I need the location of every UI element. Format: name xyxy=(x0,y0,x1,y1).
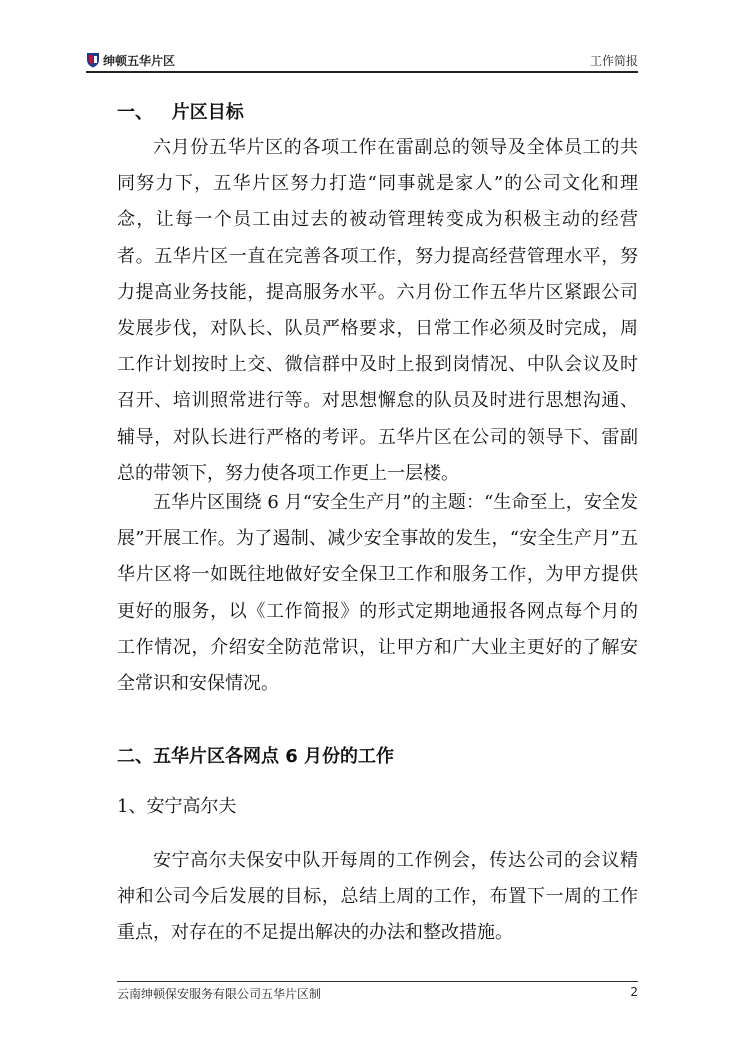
section-heading-2: 二、五华片区各网点 6 月份的工作 xyxy=(117,746,395,767)
section-heading-1: 一、 片区目标 xyxy=(117,102,244,123)
header-brand: 绅顿五华片区 xyxy=(103,54,176,68)
paragraph-3: 安宁高尔夫保安中队开每周的工作例会，传达公司的会议精神和公司今后发展的目标，总结上周的工作，布置下一周的工作重点，对存在的不足提出解决的办法和整改措施。 xyxy=(117,850,638,944)
footer-company: 云南绅顿保安服务有限公司五华片区制 xyxy=(117,987,322,1001)
paragraph-2: 五华片区围绕 6 月“安全生产月”的主题：“生命至上，安全发展”开展工作。为了遏制、减少安全事故的发生，“安全生产月”五华片区将一如既往地做好安全保卫工作和服务工作，为甲方提供更好的服务，以《工作简报》的形式定期地通报各网点每个月的工作情况，介绍安全防范常识，让甲方和广大业主更好的了解安全常识和安保情况。 xyxy=(117,492,638,695)
page-header xyxy=(86,50,638,72)
page-number: 2 xyxy=(630,985,638,999)
footer-divider xyxy=(117,981,638,982)
paragraph-1: 六月份五华片区的各项工作在雷副总的领导及全体员工的共同努力下，五华片区努力打造“同事就是家人”的公司文化和理念，让每一个员工由过去的被动管理转变成为积极主动的经营者。五华片区一直在完善各项工作，努力提高经营管理水平，努力提高业务技能，提高服务水平。六月份工作五华片区紧跟公司发展步伐，对队长、队员严格要求，日常工作必须及时完成，周工作计划按时上交、微信群中及时上报到岗情况、中队会议及时召开、培训照常进行等。对思想懈怠的队员及时进行思想沟通、辅导，对队长进行严格的考评。五华片区在公司的领导下、雷副总的带领下，努力使各项工作更上一层楼。 xyxy=(117,137,638,484)
shield-logo-icon xyxy=(86,52,100,68)
subsection-title: 1、安宁高尔夫 xyxy=(117,796,237,817)
header-divider xyxy=(86,71,638,73)
header-doc-type: 工作简报 xyxy=(589,54,638,68)
